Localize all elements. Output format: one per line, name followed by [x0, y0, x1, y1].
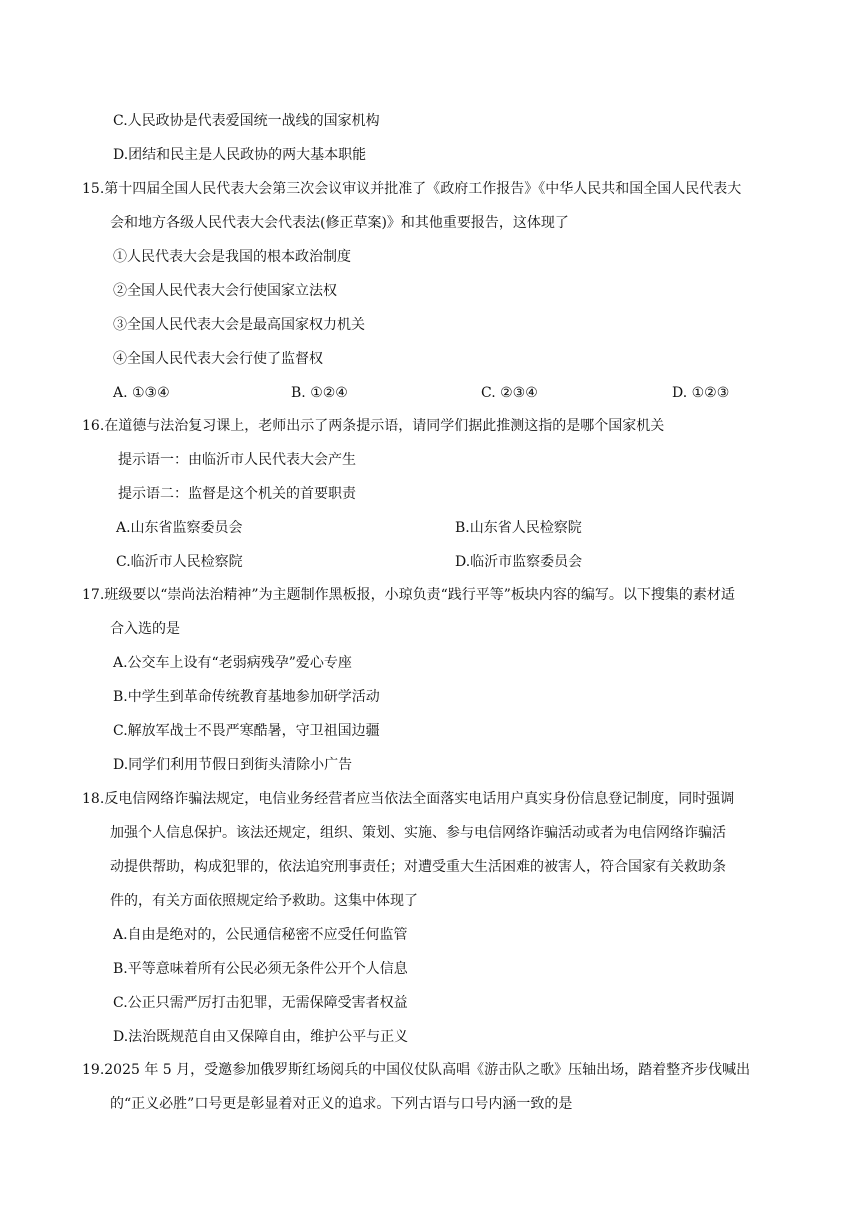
- q17-option-b: B.中学生到革命传统教育基地参加研学活动: [113, 689, 380, 705]
- q19-stem-line2: 的“正义必胜”口号更是彰显着对正义的追求。下列古语与口号内涵一致的是: [110, 1096, 573, 1112]
- q16-option-d: D.临沂市监察委员会: [455, 554, 583, 570]
- q16-option-c: C.临沂市人民检察院: [116, 554, 243, 570]
- q17-option-d: D.同学们利用节假日到街头清除小广告: [113, 757, 353, 773]
- q15-option-c: C. ②③④: [481, 385, 538, 401]
- q15-option-a: A. ①③④: [113, 385, 170, 401]
- q14-option-c: C.人民政协是代表爱国统一战线的国家机构: [113, 113, 380, 129]
- q16-option-a: A.山东省监察委员会: [116, 520, 243, 536]
- q16-option-b: B.山东省人民检察院: [455, 520, 582, 536]
- q17-stem-line1: 17.班级要以“崇尚法治精神”为主题制作黑板报，小琼负责“践行平等”板块内容的编写。以下搜集的素材适: [82, 587, 735, 603]
- q16-hint-2: 提示语二：监督是这个机关的首要职责: [118, 486, 356, 502]
- q15-item-1: ①人民代表大会是我国的根本政治制度: [113, 249, 351, 265]
- q15-item-2: ②全国人民代表大会行使国家立法权: [113, 283, 337, 299]
- q18-stem-line1: 18.反电信网络诈骗法规定，电信业务经营者应当依法全面落实电话用户真实身份信息登记制度，同时强调: [82, 791, 735, 807]
- q18-option-d: D.法治既规范自由又保障自由，维护公平与正义: [113, 1029, 409, 1045]
- q16-stem: 16.在道德与法治复习课上，老师出示了两条提示语，请同学们据此推测这指的是哪个国家机关: [82, 418, 665, 434]
- q15-option-b: B. ①②④: [291, 385, 348, 401]
- q14-option-d: D.团结和民主是人民政协的两大基本职能: [113, 147, 367, 163]
- q17-option-c: C.解放军战士不畏严寒酷暑，守卫祖国边疆: [113, 723, 380, 739]
- q15-item-3: ③全国人民代表大会是最高国家权力机关: [113, 317, 365, 333]
- q18-stem-line3: 动提供帮助，构成犯罪的，依法追究刑事责任；对遭受重大生活困难的被害人，符合国家有关救助条: [110, 859, 726, 875]
- q15-stem-line1: 15.第十四届全国人民代表大会第三次会议审议并批准了《政府工作报告》《中华人民共和国全国人民代表大: [82, 181, 742, 197]
- q15-option-d: D. ①②③: [672, 385, 730, 401]
- q18-option-a: A.自由是绝对的，公民通信秘密不应受任何监管: [113, 927, 408, 943]
- q18-stem-line2: 加强个人信息保护。该法还规定，组织、策划、实施、参与电信网络诈骗活动或者为电信网络诈骗活: [110, 825, 726, 841]
- q19-stem-line1: 19.2025 年 5 月，受邀参加俄罗斯红场阅兵的中国仪仗队高唱《游击队之歌》压轴出场，踏着整齐步伐喊出: [82, 1062, 751, 1078]
- q15-options: [0, 383, 860, 403]
- q16-options-row1: [0, 518, 860, 538]
- q16-options-row2: [0, 552, 860, 572]
- q18-option-b: B.平等意味着所有公民必须无条件公开个人信息: [113, 961, 408, 977]
- q17-stem-line2: 合入选的是: [110, 621, 180, 637]
- q17-option-a: A.公交车上设有“老弱病残孕”爱心专座: [113, 655, 352, 671]
- q15-item-4: ④全国人民代表大会行使了监督权: [113, 351, 323, 367]
- q15-stem-line2: 会和地方各级人民代表大会代表法(修正草案)》和其他重要报告，这体现了: [110, 215, 569, 231]
- q18-stem-line4: 件的，有关方面依照规定给予救助。这集中体现了: [110, 893, 418, 909]
- q18-option-c: C.公正只需严厉打击犯罪，无需保障受害者权益: [113, 995, 408, 1011]
- q16-hint-1: 提示语一：由临沂市人民代表大会产生: [118, 452, 356, 468]
